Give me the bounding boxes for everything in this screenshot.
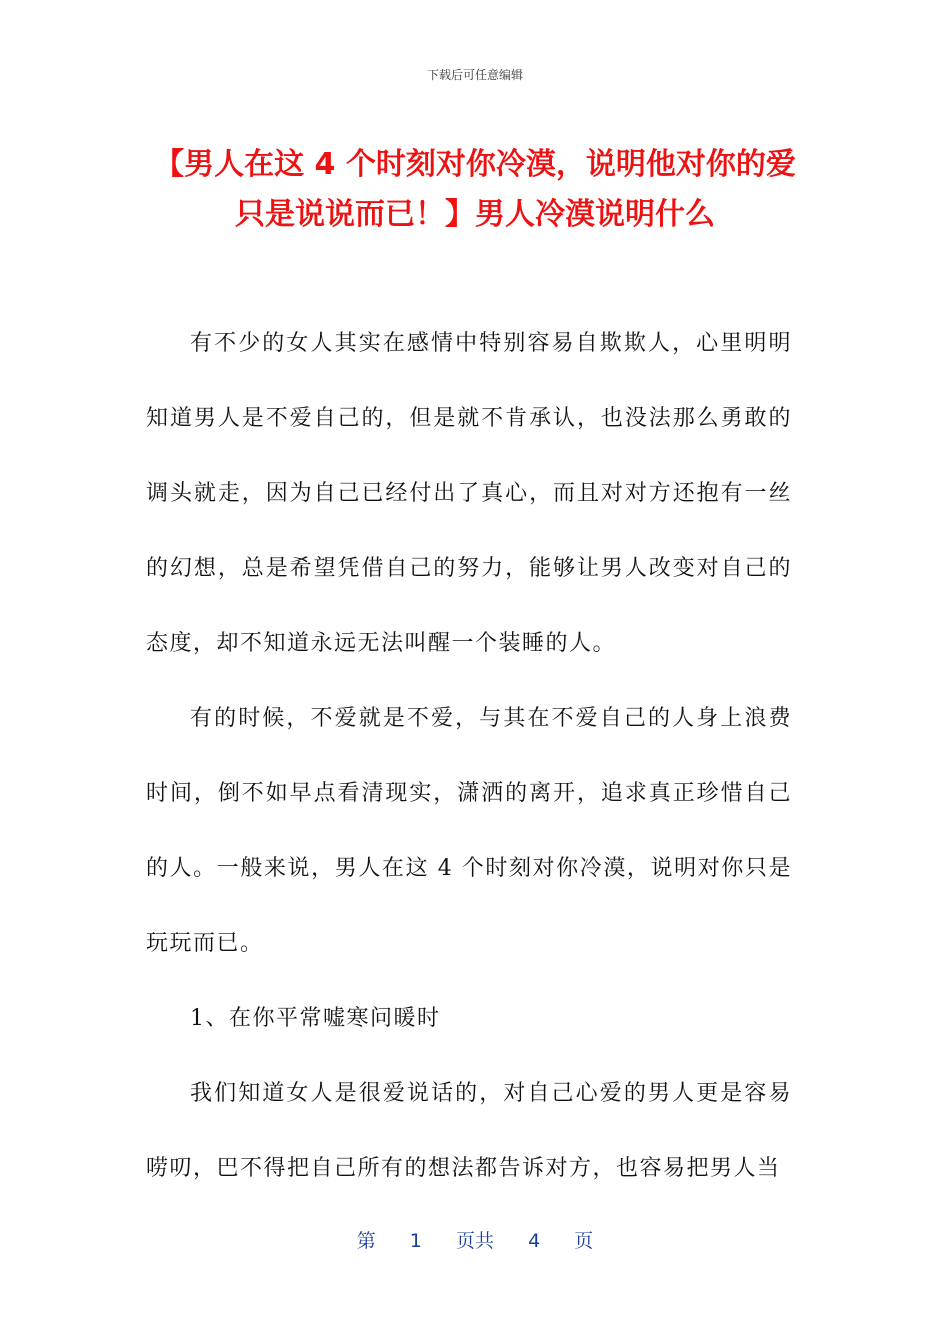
document-body [146, 306, 792, 1206]
header-note: 下载后可任意编辑 [426, 68, 523, 82]
paragraph: 有不少的女人其实在感情中特别容易自欺欺人，心里明明知道男人是不爱自己的，但是就不肯承认，也没法那么勇敢的调头就走，因为自己已经付出了真心，而且对对方还抱有一丝的幻想，总是希望凭借自己的努力，能够让男人改变对自己的态度，却不知道永远无法叫醒一个装睡的人。 [146, 331, 792, 656]
page-number: 1 [409, 1230, 422, 1252]
section-heading: 1、在你平常嘘寒问暖时 [190, 1006, 441, 1031]
page-prefix: 第 [356, 1230, 376, 1252]
total-pages: 4 [528, 1230, 541, 1252]
page-mid: 页共 [455, 1230, 494, 1252]
page-suffix: 页 [574, 1230, 594, 1252]
page-footer [0, 1226, 950, 1253]
paragraph: 有的时候，不爱就是不爱，与其在不爱自己的人身上浪费时间，倒不如早点看清现实，潇洒的离开，追求真正珍惜自己的人。一般来说，男人在这 4 个时刻对你冷漠，说明对你只是玩玩而已。 [146, 706, 792, 956]
paragraph: 我们知道女人是很爱说话的，对自己心爱的男人更是容易唠叨，巴不得把自己所有的想法都告诉对方，也容易把男人当 [146, 1081, 792, 1181]
document-title: 【男人在这 4 个时刻对你冷漠，说明他对你的爱只是说说而已！】男人冷漠说明什么 [154, 147, 796, 232]
